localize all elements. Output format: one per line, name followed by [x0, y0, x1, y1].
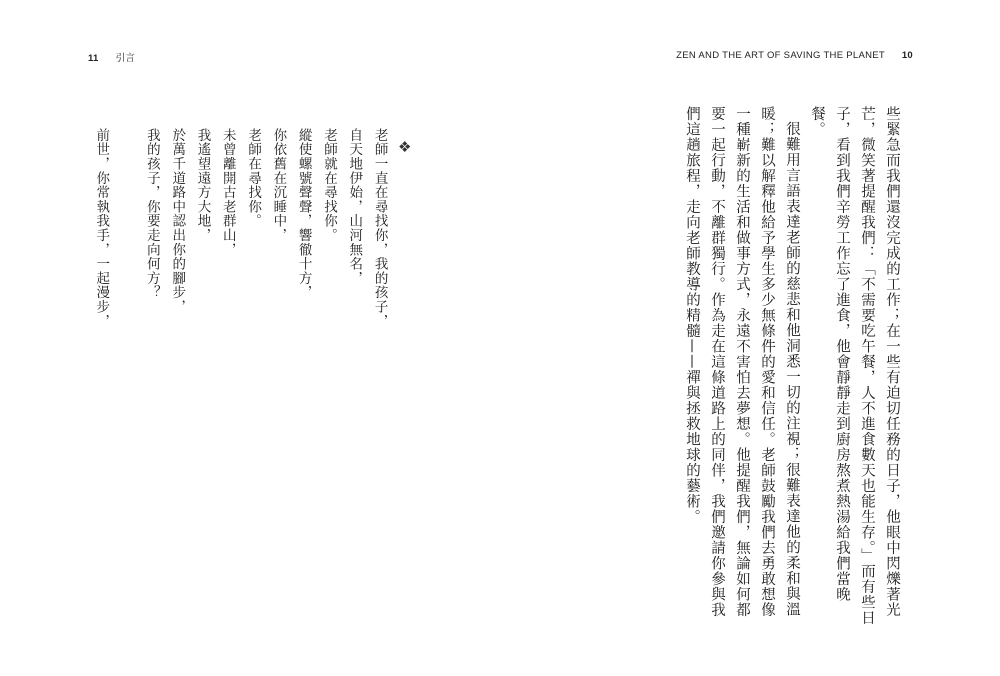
body-paragraph-2: 很難用言語表達老師的慈悲和他洞悉一切的注視；很難表達他的柔和與溫暖；難以解釋他給予學生多少無條件的愛和信任。老師鼓勵我們去勇敢想像一種嶄新的生活和做事方式，永遠不害怕去夢想。他提醒我們，無論如何都要一起行動，不離群獨行。作為走在這條道路上的同伴，我們邀請你參與我們這趟旅程，走向老師教導的精髓——禪與拯救地球的藝術。 [684, 106, 800, 618]
poem-line: 前世，你常執我手，一起漫步， [93, 128, 110, 329]
poem-line: 老師一直在尋找你，我的孩子， [371, 128, 388, 329]
poem-line: 我遙望遠方大地， [194, 128, 211, 243]
poem-line: 未曾離開古老群山， [219, 128, 236, 257]
poem-line: 自天地伊始，山河無名， [346, 128, 363, 286]
poem-block [88, 128, 392, 548]
left-page-number: 11 [88, 53, 99, 64]
poem-line: 縱使螺號聲聲，響徹十方， [295, 128, 312, 300]
poem-line: 你依舊在沉睡中， [270, 128, 287, 243]
left-running-title: 引言 [115, 53, 136, 64]
poem-line: 我的孩子，你要走向何方？ [143, 128, 160, 300]
poem-line: 老師在尋找你。 [245, 128, 262, 229]
left-page-header [88, 50, 135, 64]
body-paragraph-1: 些緊急而我們還沒完成的工作；在一些有迫切任務的日子，他眼中閃爍著光芒，微笑著提醒我們：「不需要吃午餐，人不進食數天也能生存。」而有些日子，看到我們辛勞工作忘了進食，他會靜靜走到廚房熬煮熱湯給我們當晚餐。 [809, 106, 900, 626]
ornament-icon: ❖ [398, 138, 412, 156]
right-page-number: 10 [901, 50, 913, 61]
right-running-title: ZEN AND THE ART OF SAVING THE PLANET [676, 50, 885, 61]
poem-line: 於萬千道路中認出你的腳步， [169, 128, 186, 314]
stanza-break [113, 128, 138, 548]
right-page-header [676, 50, 913, 61]
poem-line: 老師就在尋找你。 [320, 128, 337, 243]
right-page-body [679, 106, 904, 626]
